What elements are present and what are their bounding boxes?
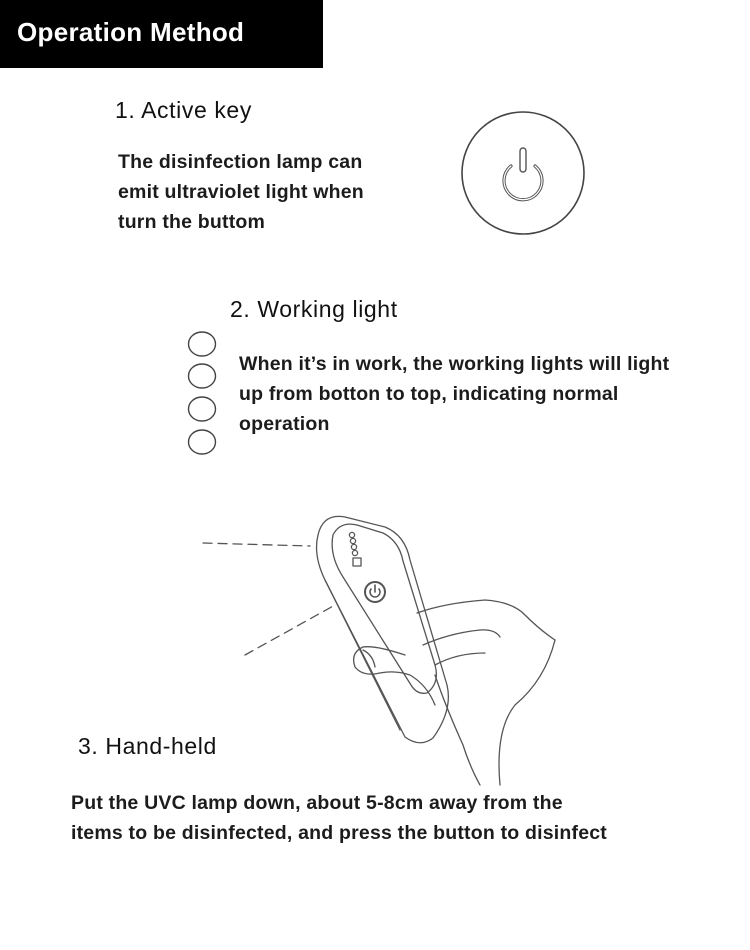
beam-line: [245, 605, 335, 655]
lamp-body: [317, 516, 449, 742]
lamp-logo: [353, 558, 361, 566]
step2-line: up from botton to top, indicating normal: [239, 383, 619, 405]
indicator-light-icon: [189, 430, 216, 454]
step3-heading: 3. Hand-held: [78, 733, 217, 759]
step3-line: Put the UVC lamp down, about 5-8cm away from the: [71, 792, 563, 814]
step1-heading: 1. Active key: [115, 97, 252, 123]
step1-line: turn the buttom: [118, 211, 266, 233]
hand-thumb: [354, 647, 435, 705]
lamp-edge: [325, 580, 400, 730]
step2-line: When it’s in work, the working lights will light: [239, 353, 670, 375]
hand-finger: [417, 600, 555, 640]
step1-line: The disinfection lamp can: [118, 151, 363, 173]
step1-line: emit ultraviolet light when: [118, 181, 364, 203]
banner-title: Operation Method: [17, 17, 245, 47]
step2-heading: 2. Working light: [230, 296, 398, 322]
indicator-light-icon: [189, 397, 216, 421]
step2-line: operation: [239, 413, 330, 435]
working-indicator-lights: [186, 331, 218, 457]
step1-description: [118, 147, 364, 237]
indicator-light-icon: [189, 364, 216, 388]
beam-line: [203, 543, 310, 546]
indicator-light-icon: [189, 332, 216, 356]
step3-line: items to be disinfected, and press the button to disinfect: [71, 822, 607, 844]
step2-description: [239, 349, 669, 439]
hand-palm: [499, 640, 555, 785]
section-banner: [0, 0, 323, 68]
lamp-face: [332, 524, 436, 693]
hand-holding-lamp-illustration: [195, 505, 565, 785]
step3-description: [71, 788, 607, 848]
power-button-icon: [460, 110, 586, 236]
